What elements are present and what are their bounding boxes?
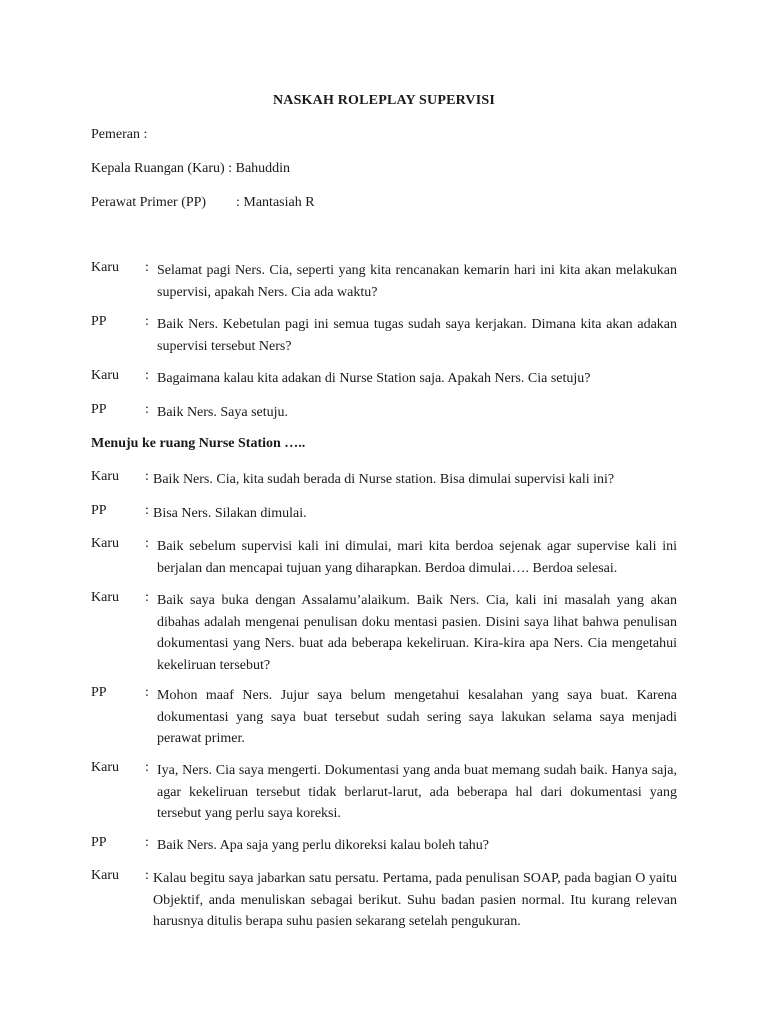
speaker-colon: : [145,685,149,700]
speaker: PP [91,314,107,329]
dialogue-text: Iya, Ners. Cia saya mengerti. Dokumentasi yang anda buat memang sudah baik. Hanya saja, agar kekeliruan tersebut tidak berlarut-larut, ada beberapa hal dari dokumentasi yang tersebut yang perlu saya koreksi. [157,763,677,822]
dialogue-text: Selamat pagi Ners. Cia, seperti yang kita rencanakan kemarin hari ini kita akan melakukan supervisi, apakah Ners. Cia ada waktu? [157,263,677,300]
dialogue-text: Kalau begitu saya jabarkan satu persatu. Pertama, pada penulisan SOAP, pada bagian O yaitu Objektif, anda menuliskan sebagai berikut. Suhu badan pasien normal. Itu kurang relevan harusnya ditulis berapa suhu pasien sekarang setelah pengukuran. [153,871,677,930]
speaker: Karu [91,868,119,883]
speaker-colon: : [145,503,149,518]
dialogue-text: Baik saya buka dengan Assalamu’alaikum. Baik Ners. Cia, kali ini masalah yang akan dibahas adalah mengenai penulisan doku mentasi pasien. Disini saya lihat bahwa penulisan dokumentasi yang Ners. buat ada beberapa kekeliruan. Kira-kira apa Ners. Cia mengetahui kekeliruan tersebut? [157,593,677,673]
speaker: Karu [91,469,119,484]
speaker: Karu [91,536,119,551]
speaker-colon: : [145,868,149,883]
cast-separator: : [224,161,236,176]
cast-line-pp [91,195,315,211]
dialogue-text: Bagaimana kalau kita adakan di Nurse Station saja. Apakah Ners. Cia setuju? [157,371,591,386]
dialogue-text: Bisa Ners. Silakan dimulai. [153,506,307,521]
speaker: PP [91,835,107,850]
dialogue-text: Baik Ners. Cia, kita sudah berada di Nurse station. Bisa dimulai supervisi kali ini? [153,472,615,487]
dialogue-text: Baik Ners. Saya setuju. [157,405,289,420]
dialogue-text: Baik sebelum supervisi kali ini dimulai, mari kita berdoa sejenak agar supervise kali ini berjalan dan mencapai tujuan yang diharapkan. Berdoa dimulai…. Berdoa selesai. [157,539,677,576]
cast-role: Perawat Primer (PP) [91,195,207,210]
speaker-colon: : [145,835,149,850]
cast-name: Bahuddin [235,161,291,176]
speaker-colon: : [145,760,149,775]
speaker-colon: : [145,402,149,417]
speaker: PP [91,503,107,518]
speaker: Karu [91,368,119,383]
speaker-colon: : [145,368,149,383]
dialogue-text: Baik Ners. Apa saja yang perlu dikoreksi kalau boleh tahu? [157,838,490,853]
document-title: NASKAH ROLEPLAY SUPERVISI [272,93,496,108]
cast-label: Pemeran : [91,127,148,142]
cast-name: Mantasiah R [243,195,315,210]
speaker-colon: : [145,314,149,329]
speaker: PP [91,685,107,700]
speaker: Karu [91,590,119,605]
speaker: Karu [91,760,119,775]
cast-separator: : [236,195,244,210]
speaker: Karu [91,260,119,275]
dialogue-text: Mohon maaf Ners. Jujur saya belum mengetahui kesalahan yang saya buat. Karena dokumentasi yang saya buat tersebut sudah sering saya lakukan selama saya menjadi perawat primer. [157,688,677,747]
speaker: PP [91,402,107,417]
cast-line-karu [91,161,290,177]
speaker-colon: : [145,469,149,484]
speaker-colon: : [145,536,149,551]
speaker-colon: : [145,590,149,605]
speaker-colon: : [145,260,149,275]
dialogue-text: Baik Ners. Kebetulan pagi ini semua tugas sudah saya kerjakan. Dimana kita akan adakan supervisi tersebut Ners? [157,317,677,354]
cast-role: Kepala Ruangan (Karu) [91,161,225,176]
scene-heading: Menuju ke ruang Nurse Station ….. [91,436,306,451]
